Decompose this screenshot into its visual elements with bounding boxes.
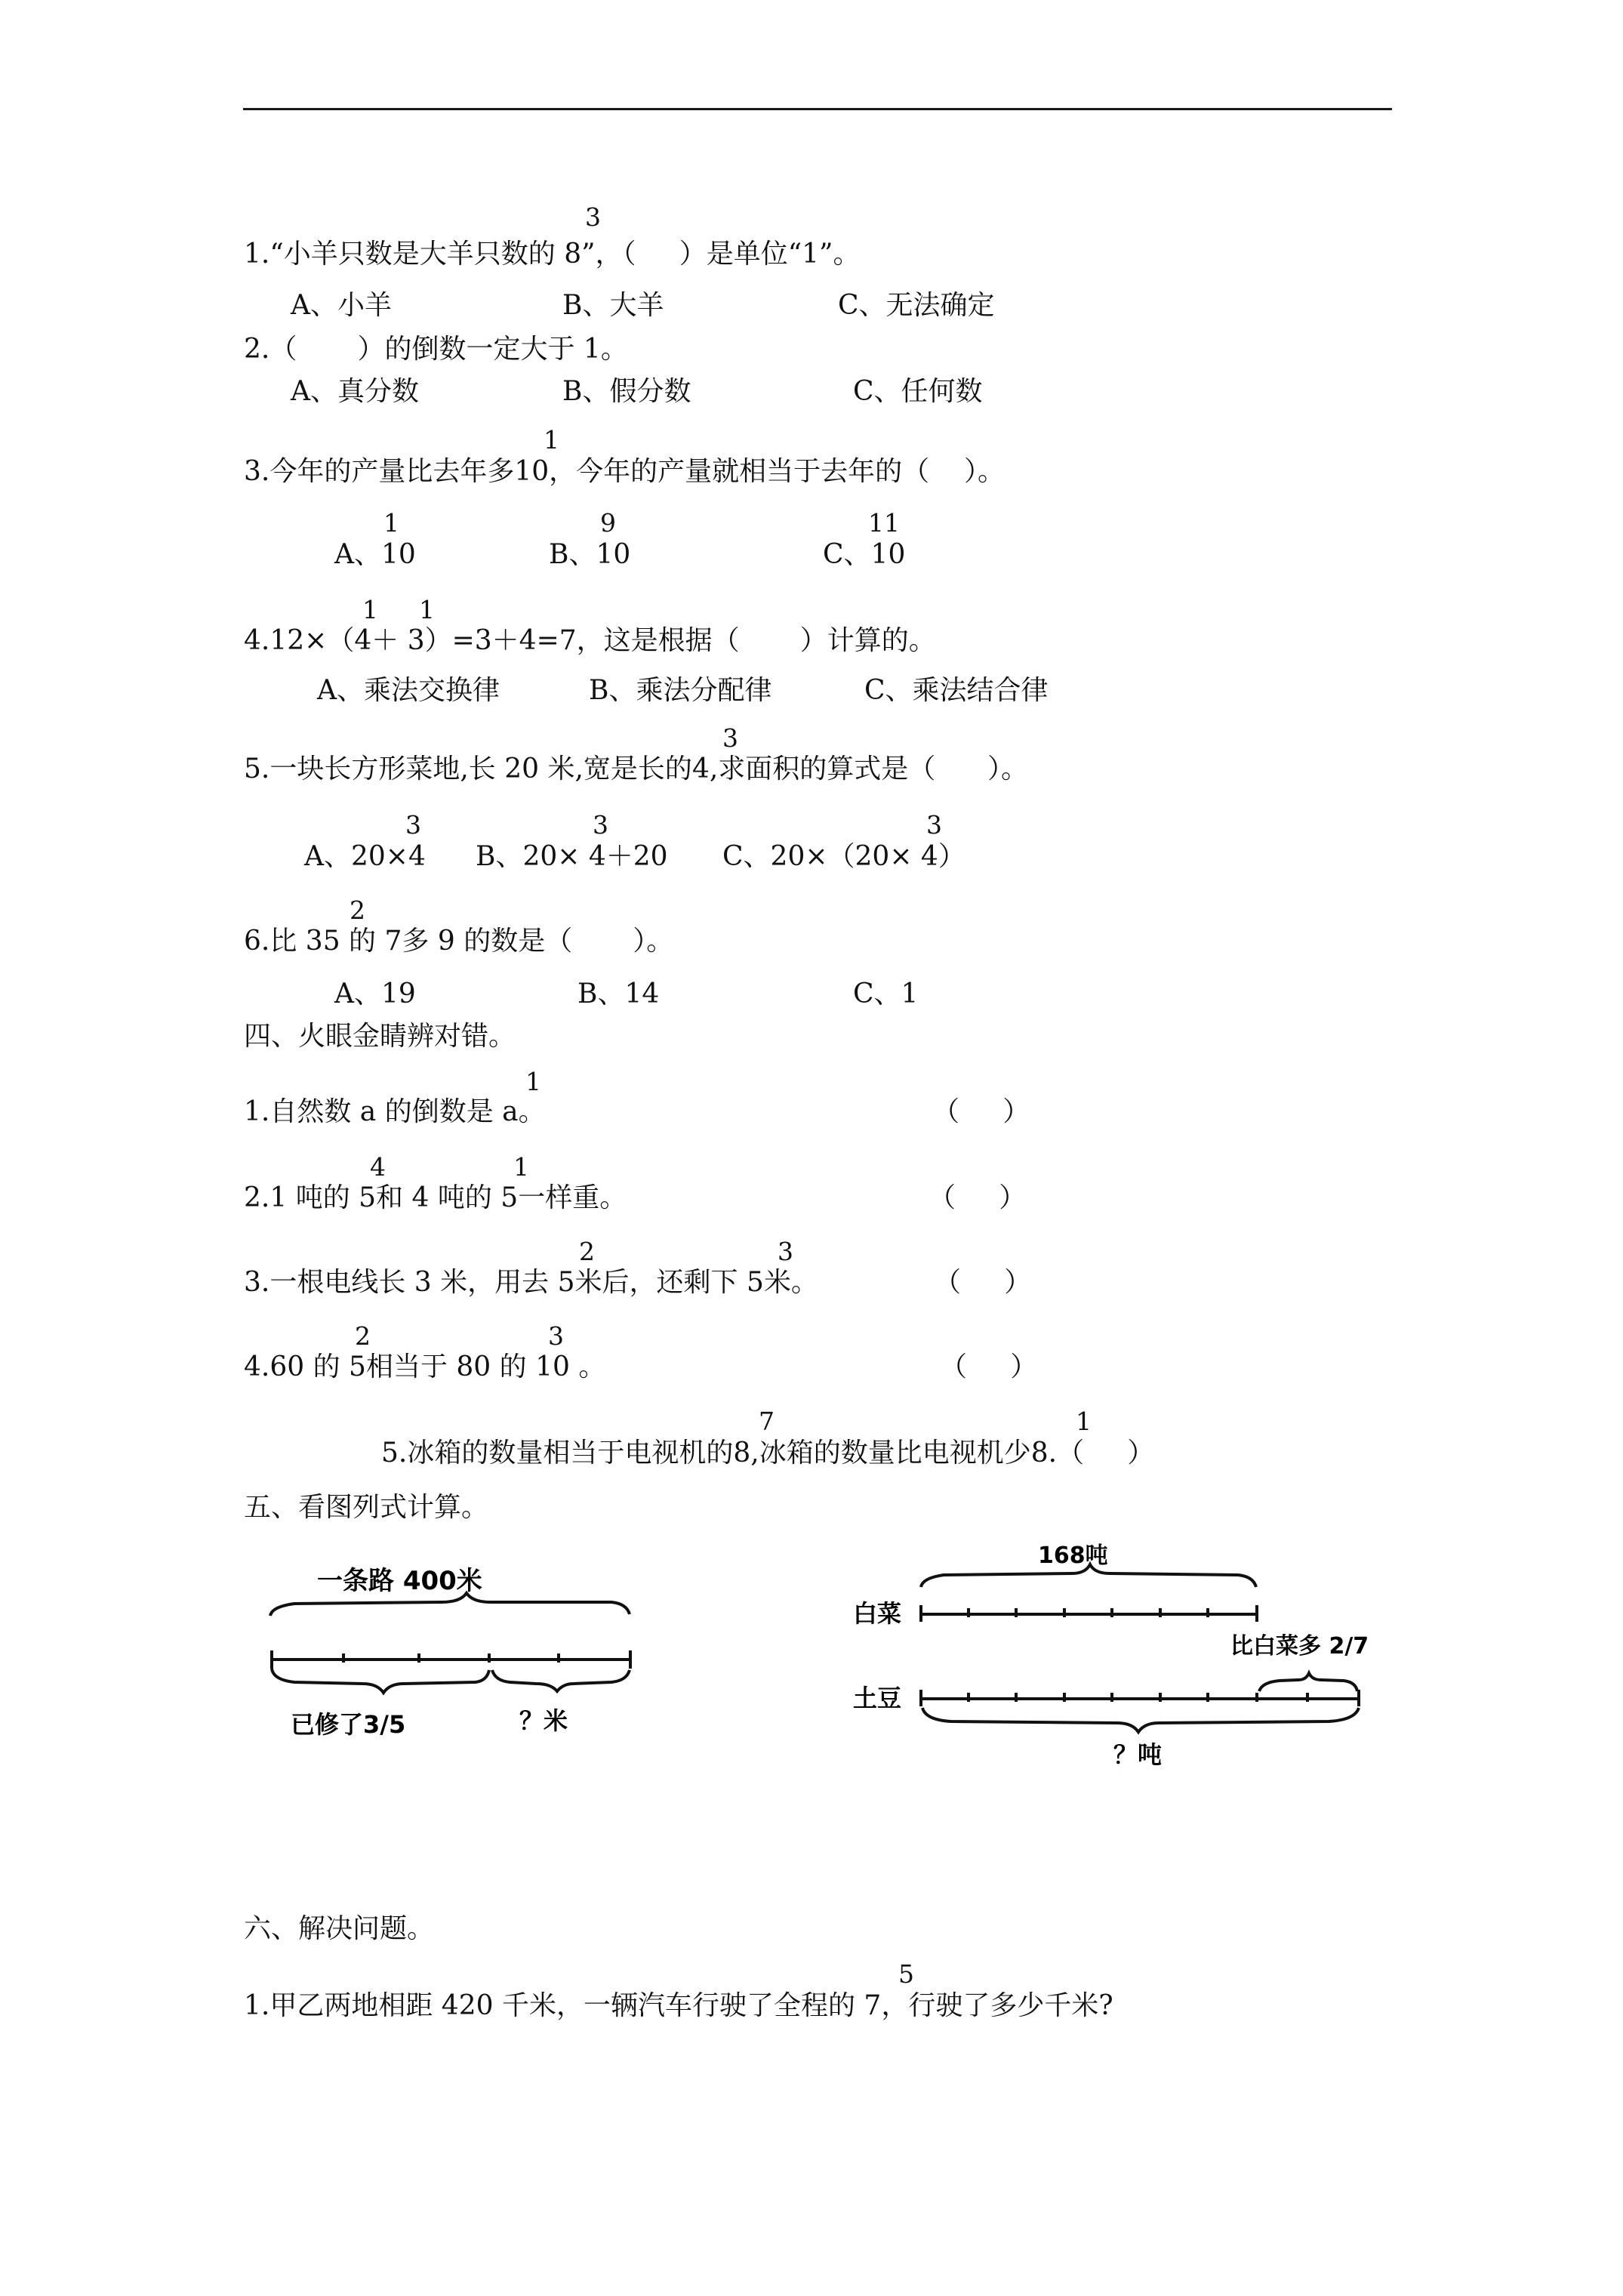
judge-item-5: 5.冰箱的数量相当于电视机的8,冰箱的数量比电视机少8.（ ） <box>381 1438 1155 1469</box>
option-a: A、10 <box>334 539 416 570</box>
option-b: B、20× 4＋20 <box>476 841 668 872</box>
fig2-more-label: 比白菜多 2/7 <box>1230 1633 1369 1660</box>
header-rule <box>243 108 1392 110</box>
fraction-numerator: 5 <box>898 1959 914 1989</box>
fraction-numerator: 2 <box>350 895 365 925</box>
answer-paren: （ ） <box>940 1351 1038 1382</box>
fraction-numerator: 3 <box>722 723 738 753</box>
fig1-left-label: 已修了3/5 <box>291 1710 406 1739</box>
option-c: C、10 <box>823 539 906 570</box>
option-b: B、14 <box>577 978 660 1009</box>
fraction-numerator: 1 <box>513 1152 529 1182</box>
tudou-brace <box>922 1708 1359 1732</box>
fraction-numerator: 3 <box>585 202 601 232</box>
fraction-numerator: 1 <box>362 595 378 624</box>
question-1: 1.“小羊只数是大羊只数的 8”，（ ）是单位“1”。 <box>244 239 861 270</box>
fig2-row2-label: 土豆 <box>853 1684 902 1712</box>
fig1-top-label: 一条路 400米 <box>317 1566 482 1596</box>
left-brace <box>272 1669 489 1693</box>
question-2: 2.（ ）的倒数一定大于 1。 <box>244 334 628 365</box>
fraction-numerator: 3 <box>593 810 608 840</box>
judge-item-3: 3.一根电线长 3 米，用去 5米后，还剩下 5米。 <box>244 1267 818 1298</box>
section-4-title: 四、火眼金睛辨对错。 <box>244 1021 516 1052</box>
fig2-row1-label: 白菜 <box>853 1599 902 1628</box>
option-c: C、1 <box>853 978 919 1009</box>
vegetable-diagram <box>845 1533 1397 1774</box>
section-5-title: 五、看图列式计算。 <box>244 1492 489 1523</box>
right-brace <box>492 1670 630 1691</box>
fraction-numerator: 11 <box>868 508 900 538</box>
option-b: B、假分数 <box>562 376 691 407</box>
more-brace <box>1259 1673 1357 1691</box>
top-brace <box>270 1593 630 1616</box>
question-6: 6.比 35 的 7多 9 的数是（ ）。 <box>244 926 674 957</box>
option-a: A、真分数 <box>291 376 419 407</box>
fraction-numerator: 2 <box>579 1237 595 1266</box>
section-6-title: 六、解决问题。 <box>244 1913 435 1944</box>
fig2-bottom-label: ？吨 <box>1113 1740 1163 1769</box>
fraction-numerator: 1 <box>383 508 399 538</box>
judge-item-4: 4.60 的 5相当于 80 的 10 。 <box>244 1351 606 1382</box>
judge-item-1: 1.自然数 a 的倒数是 a。 <box>244 1096 546 1127</box>
option-c: C、无法确定 <box>838 290 995 321</box>
option-c: C、20×（20× 4） <box>722 841 965 872</box>
option-a: A、小羊 <box>291 290 392 321</box>
problem-1: 1.甲乙两地相距 420 千米，一辆汽车行驶了全程的 7，行驶了多少千米? <box>244 1990 1113 2021</box>
option-b: B、乘法分配律 <box>589 675 772 706</box>
answer-paren: （ ） <box>932 1096 1030 1127</box>
question-4: 4.12×（4＋ 3）=3＋4=7，这是根据（ ）计算的。 <box>244 625 936 656</box>
fraction-numerator: 2 <box>355 1321 371 1351</box>
fraction-numerator: 1 <box>525 1067 541 1096</box>
judge-item-2: 2.1 吨的 5和 4 吨的 5一样重。 <box>244 1182 627 1213</box>
answer-paren: （ ） <box>929 1182 1027 1213</box>
fraction-numerator: 7 <box>759 1407 775 1436</box>
answer-paren: （ ） <box>934 1267 1032 1298</box>
fraction-numerator: 3 <box>548 1321 564 1351</box>
fraction-numerator: 3 <box>778 1237 793 1266</box>
option-b: B、大羊 <box>562 290 664 321</box>
fig2-top-label: 168吨 <box>1038 1542 1108 1569</box>
fraction-numerator: 3 <box>405 810 421 840</box>
fraction-numerator: 1 <box>1076 1407 1092 1436</box>
fraction-numerator: 1 <box>419 595 435 624</box>
option-a: A、19 <box>334 978 416 1009</box>
option-c: C、乘法结合律 <box>864 675 1049 706</box>
option-a: A、乘法交换律 <box>317 675 500 706</box>
fraction-numerator: 1 <box>544 425 559 455</box>
question-3: 3.今年的产量比去年多10，今年的产量就相当于去年的（ ）。 <box>244 456 1005 487</box>
option-c: C、任何数 <box>853 376 983 407</box>
fraction-numerator: 3 <box>926 810 942 840</box>
option-b: B、10 <box>549 539 631 570</box>
road-diagram <box>249 1548 657 1759</box>
question-5: 5.一块长方形菜地,长 20 米,宽是长的4,求面积的算式是（ ）。 <box>244 754 1028 784</box>
fig1-right-label: ？米 <box>519 1706 568 1735</box>
fraction-numerator: 9 <box>600 508 616 538</box>
fraction-numerator: 4 <box>370 1152 386 1182</box>
option-a: A、20×4 <box>304 841 426 872</box>
